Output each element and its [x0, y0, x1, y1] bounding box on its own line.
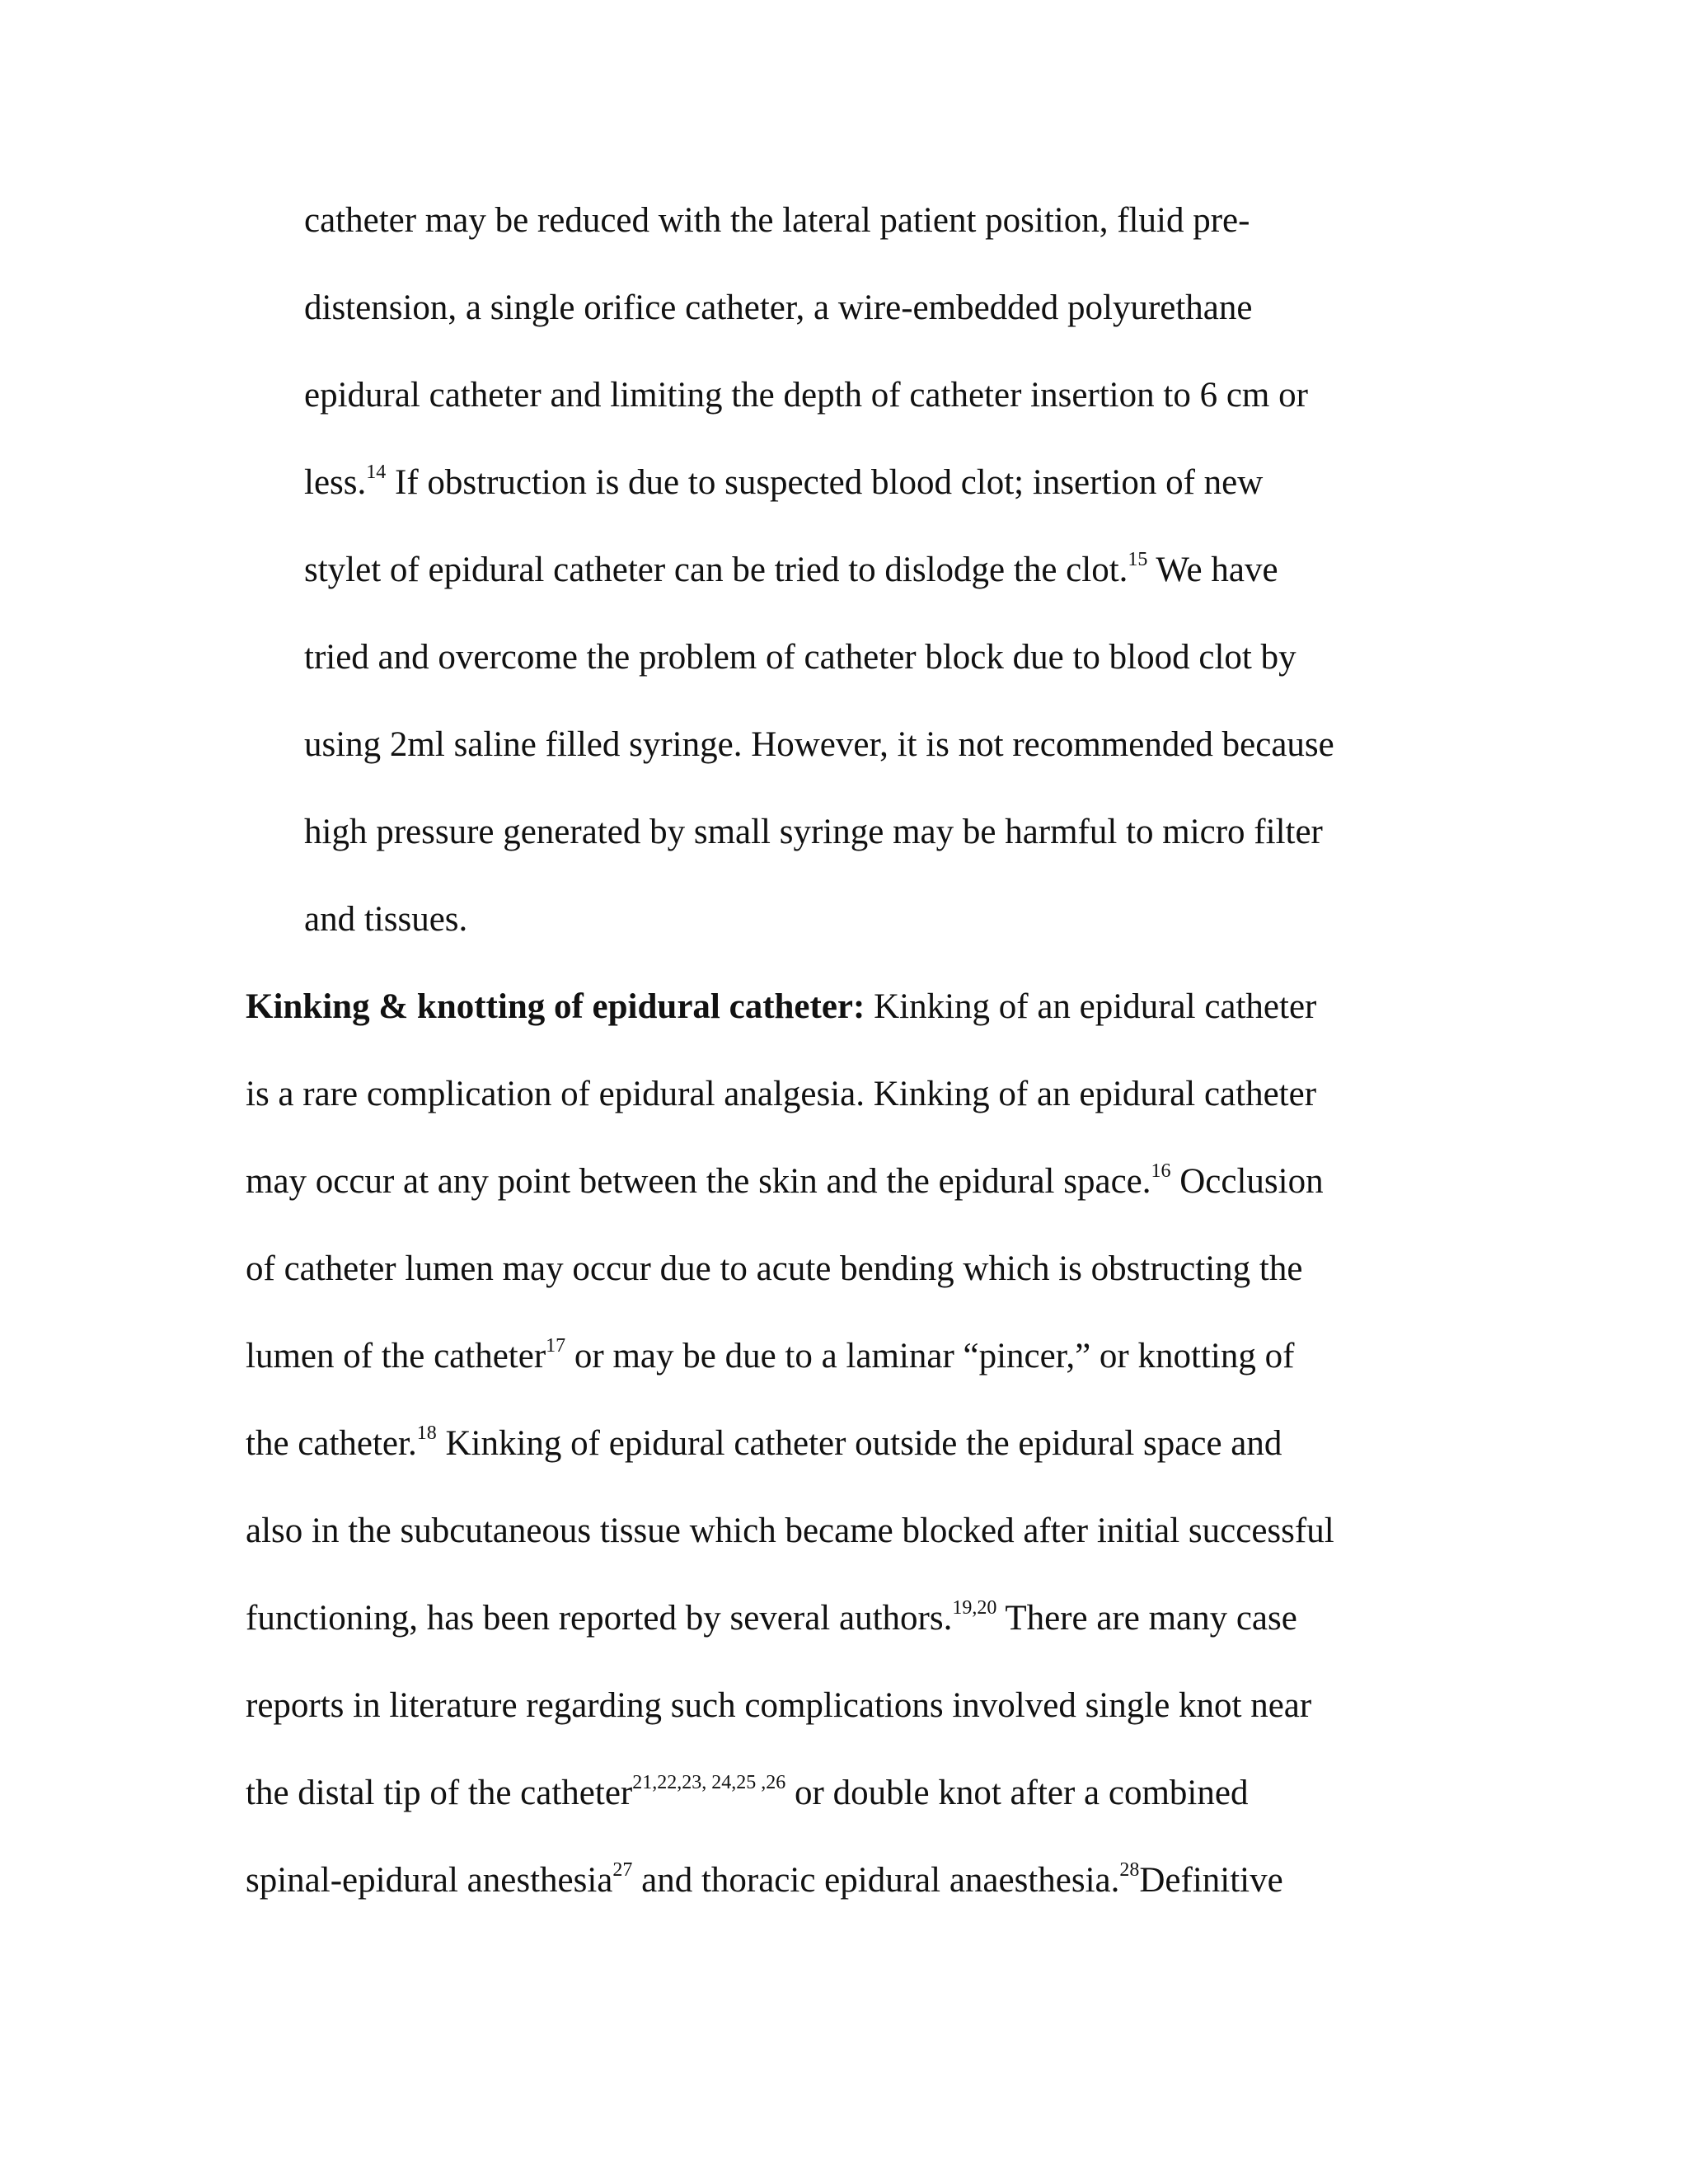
text-line	[246, 1769, 1248, 1818]
text-span: the distal tip of the catheter	[246, 1774, 633, 1812]
text-span: catheter may be reduced with the lateral patient position, fluid pre-	[304, 201, 1250, 240]
text-span: reports in literature regarding such complications involved single knot near	[246, 1686, 1312, 1725]
text-line	[304, 546, 1278, 595]
citation-superscript: 17	[546, 1334, 566, 1357]
citation-superscript: 19,20	[952, 1596, 997, 1619]
text-span: and tissues.	[304, 900, 468, 939]
text-line	[246, 1856, 1283, 1905]
text-span: or may be due to a laminar “pincer,” or knotting of	[565, 1337, 1295, 1376]
text-span: using 2ml saline filled syringe. However, it is not recommended because	[304, 725, 1334, 764]
citation-superscript: 21,22,23, 24,25 ,26	[632, 1771, 786, 1793]
text-line	[246, 1070, 1316, 1119]
text-span: of catheter lumen may occur due to acute bending which is obstructing the	[246, 1249, 1303, 1288]
text-line	[304, 371, 1308, 420]
citation-superscript: 16	[1151, 1160, 1171, 1182]
text-span: is a rare complication of epidural analgesia. Kinking of an epidural catheter	[246, 1075, 1317, 1113]
citation-superscript: 18	[416, 1422, 437, 1444]
citation-superscript: 14	[366, 461, 387, 483]
text-span: There are many case	[996, 1599, 1297, 1638]
text-span: Kinking of epidural catheter outside the epidural space and	[436, 1424, 1282, 1463]
citation-superscript: 28	[1119, 1858, 1140, 1881]
text-line	[246, 1157, 1324, 1207]
text-span: high pressure generated by small syringe may be harmful to micro filter	[304, 813, 1323, 851]
text-span: stylet of epidural catheter can be tried to dislodge the clot.	[304, 551, 1128, 589]
text-span: or double knot after a combined	[785, 1774, 1249, 1812]
text-span: less.	[304, 463, 367, 502]
text-line	[246, 1507, 1334, 1556]
text-span: distension, a single orifice catheter, a wire-embedded polyurethane	[304, 288, 1253, 327]
citation-superscript: 27	[612, 1858, 633, 1881]
citation-superscript: 15	[1128, 548, 1148, 570]
text-span: the catheter.	[246, 1424, 417, 1463]
text-span: We have	[1147, 551, 1278, 589]
text-span: If obstruction is due to suspected blood clot; insertion of new	[386, 463, 1264, 502]
text-line	[246, 982, 1316, 1032]
section-heading: Kinking & knotting of epidural catheter:	[246, 987, 865, 1026]
text-line	[246, 1332, 1294, 1381]
text-span: epidural catheter and limiting the depth of catheter insertion to 6 cm or	[304, 376, 1308, 415]
text-line	[304, 196, 1250, 246]
text-span: tried and overcome the problem of catheter block due to blood clot by	[304, 638, 1296, 677]
text-line	[304, 633, 1296, 682]
text-line	[304, 808, 1323, 857]
text-line	[246, 1419, 1282, 1469]
text-line	[246, 1681, 1311, 1731]
text-line	[304, 895, 467, 944]
text-line	[246, 1244, 1302, 1294]
text-line	[304, 284, 1252, 333]
text-span: Occlusion	[1170, 1162, 1324, 1201]
text-span: functioning, has been reported by several authors.	[246, 1599, 953, 1638]
text-span: also in the subcutaneous tissue which became blocked after initial successful	[246, 1511, 1334, 1550]
text-span: and thoracic epidural anaesthesia.	[632, 1861, 1120, 1900]
text-line	[304, 720, 1334, 770]
text-line	[246, 1594, 1297, 1643]
text-span: lumen of the catheter	[246, 1337, 546, 1376]
text-span: Kinking of an epidural catheter	[865, 987, 1317, 1026]
text-span: spinal-epidural anesthesia	[246, 1861, 613, 1900]
text-line	[304, 458, 1263, 508]
text-span: Definitive	[1139, 1861, 1283, 1900]
text-span: may occur at any point between the skin and the epidural space.	[246, 1162, 1151, 1201]
